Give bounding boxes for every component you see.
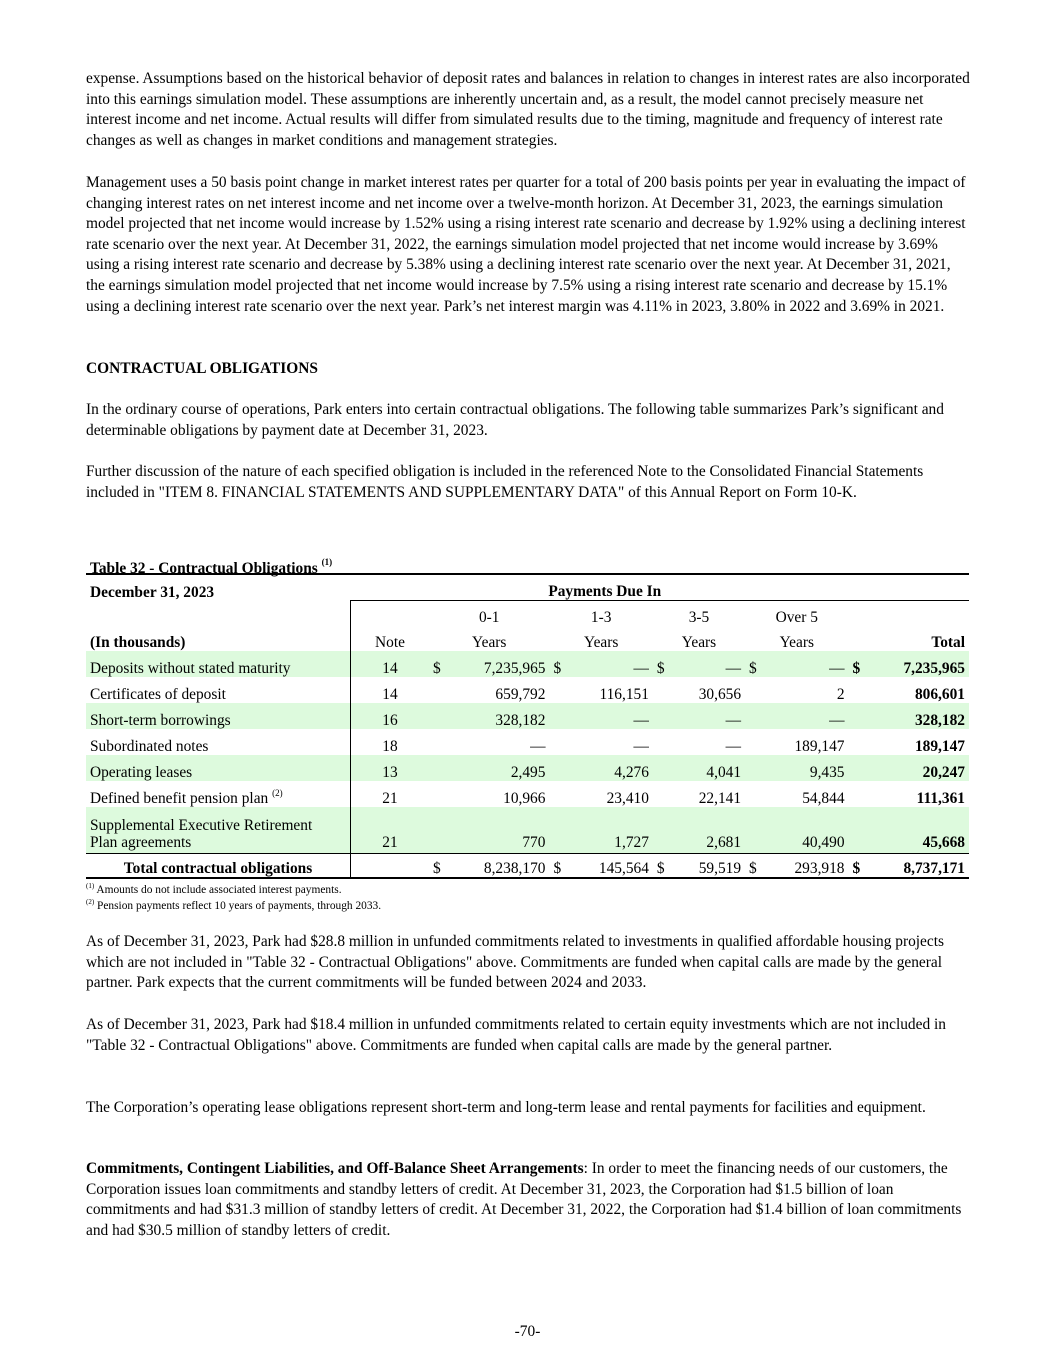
dollar-sign: $ — [653, 854, 671, 879]
dollar-sign: $ — [849, 854, 867, 879]
paragraph-simulation-assumptions: expense. Assumptions based on the historical behavior of deposit rates and balances in relation to changes in interest rates are also incorporated into this earnings simulation model. These assumptions are inherently uncertain and, as a result, the model cannot precisely measure net interest income and net income. Actual results will differ from simulated results due to the timing, magnitude and frequency of interest rate changes as well as changes in market conditions and management strategies. — [86, 70, 970, 149]
row-label: Subordinated notes — [86, 729, 351, 755]
table-title-footnote-ref: (1) — [321, 557, 333, 567]
table-row — [86, 807, 969, 854]
dollar-sign: $ — [549, 854, 567, 879]
paragraph-operating-leases: The Corporation’s operating lease obligations represent short-term and long-term lease and rental payments for facilities and equipment. — [86, 1099, 926, 1116]
footnote-1: $^{(1)}$ Amounts do not include associated interest payments. — [86, 882, 342, 896]
row-note: 21 — [351, 807, 430, 854]
section-heading: CONTRACTUAL OBLIGATIONS — [86, 360, 318, 377]
footnote-ref: (2) — [272, 788, 283, 798]
col-over-5-header: Over 5 — [775, 609, 818, 626]
cell-0-1-years: — — [530, 738, 546, 755]
row-label: Certificates of deposit — [86, 677, 351, 703]
table-header-row-3 — [86, 626, 969, 651]
dollar-sign: $ — [849, 651, 867, 677]
cell-total: 7,235,965 — [867, 651, 969, 677]
cell-0-1-years: 770 — [447, 807, 549, 854]
cell-total: 111,361 — [916, 790, 965, 807]
dollar-sign: $ — [745, 854, 763, 879]
dollar-sign: $ — [429, 854, 447, 879]
table-row — [86, 755, 969, 781]
cell-3-5-years: 30,656 — [698, 686, 742, 703]
cell-0-1-years: 2,495 — [447, 755, 549, 781]
cell-over-5-years: — — [763, 651, 848, 677]
row-label: Short-term borrowings — [86, 703, 351, 729]
dollar-sign: $ — [653, 651, 671, 677]
contractual-obligations-table — [86, 573, 969, 879]
cell-3-5-years: 22,141 — [698, 790, 742, 807]
table-row — [86, 651, 969, 677]
cell-over-5-years: 2 — [836, 686, 845, 703]
cell-0-1-years: 7,235,965 — [447, 651, 549, 677]
total-row-label: Total contractual obligations — [86, 854, 351, 879]
row-label: Operating leases — [86, 755, 351, 781]
units-label: (In thousands) — [86, 626, 351, 651]
cell-over-5-years: 54,844 — [802, 790, 845, 807]
table-header-row-2 — [86, 601, 969, 627]
table-row — [86, 781, 969, 807]
total-1-3-years: 145,564 — [567, 854, 652, 879]
table-row — [86, 729, 969, 755]
cell-total: 189,147 — [914, 738, 965, 755]
row-note: 16 — [351, 703, 430, 729]
total-3-5-years: 59,519 — [671, 854, 745, 879]
cell-total: 45,668 — [867, 807, 969, 854]
cell-3-5-years: 4,041 — [671, 755, 745, 781]
total-header: Total — [931, 634, 965, 651]
col-1-3-header: 1-3 — [590, 609, 612, 626]
years-label: Years — [779, 634, 814, 651]
total-row — [86, 854, 969, 879]
dollar-sign: $ — [429, 651, 447, 677]
cell-1-3-years: 4,276 — [567, 755, 652, 781]
cell-total: 328,182 — [867, 703, 969, 729]
cell-1-3-years: — — [567, 703, 652, 729]
cell-0-1-years: 328,182 — [447, 703, 549, 729]
cell-0-1-years: 10,966 — [503, 790, 546, 807]
row-label: Deposits without stated maturity — [86, 651, 351, 677]
row-label: Supplemental Executive Retirement Plan agreements — [86, 807, 351, 854]
payments-due-header: Payments Due In — [429, 574, 867, 601]
cell-over-5-years: 189,147 — [794, 738, 845, 755]
years-label: Years — [584, 634, 619, 651]
paragraph-housing-commitments: As of December 31, 2023, Park had $28.8 million in unfunded commitments related to investments in qualified affordable housing projects which are not included in "Table 32 - Contractual Obligations" above. Commitments are funded when capital calls are made by the general partner. Park expects that the current commitments will be funded between 2024 and 2033. — [86, 933, 944, 992]
note-header: Note — [375, 634, 405, 651]
cell-total: 806,601 — [914, 686, 965, 703]
years-label: Years — [681, 634, 717, 651]
cell-1-3-years: 116,151 — [599, 686, 649, 703]
paragraph-equity-commitments: As of December 31, 2023, Park had $18.4 million in unfunded commitments related to certain equity investments which are not included in "Table 32 - Contractual Obligations" above. Commitments are funded when capital calls are made by the general partner. — [86, 1016, 946, 1054]
table-header-row-1 — [86, 574, 969, 601]
col-0-1-header: 0-1 — [478, 609, 500, 626]
cell-0-1-years: 659,792 — [495, 686, 546, 703]
cell-over-5-years: 9,435 — [763, 755, 848, 781]
row-note: 13 — [351, 755, 430, 781]
total-0-1-years: 8,238,170 — [447, 854, 549, 879]
col-3-5-header: 3-5 — [688, 609, 710, 626]
date-label: December 31, 2023 — [86, 574, 351, 601]
cell-3-5-years: — — [671, 703, 745, 729]
table-title: Table 32 - Contractual Obligations $^{(1)}$ — [90, 557, 333, 577]
row-note: 18 — [382, 738, 398, 755]
paragraph-obligations-intro: In the ordinary course of operations, Park enters into certain contractual obligations. The following table summarizes Park’s significant and determinable obligations by payment date at December 31, 2023. — [86, 401, 944, 439]
cell-1-3-years: — — [633, 738, 649, 755]
dollar-sign: $ — [745, 651, 763, 677]
table-row — [86, 677, 969, 703]
cell-3-5-years: 2,681 — [671, 807, 745, 854]
cell-3-5-years: — — [725, 738, 742, 755]
footnote-2: $^{(2)}$ Pension payments reflect 10 years of payments, through 2033. — [86, 898, 382, 912]
years-label: Years — [472, 634, 507, 651]
grand-total: 8,737,171 — [867, 854, 969, 879]
cell-over-5-years: 40,490 — [763, 807, 848, 854]
cell-3-5-years: — — [671, 651, 745, 677]
row-note: 21 — [382, 790, 398, 807]
total-over-5-years: 293,918 — [763, 854, 848, 879]
cell-1-3-years: 23,410 — [606, 790, 649, 807]
paragraph-commitments: Commitments, Contingent Liabilities, and Off-Balance Sheet Arrangements: In order to meet the financing needs of our customers, the Corporation issues loan commitments and standby letters of credit. At December 31, 2023, the Corporation had $1.5 billion of loan commitments and had $31.3 million of standby letters of credit. At December 31, 2022, the Corporation had $1.4 billion of loan commitments and had $30.5 million of standby letters of credit. — [86, 1160, 962, 1239]
row-label: Defined benefit pension plan $^{(2)}$ — [86, 781, 351, 807]
paragraph-simulation-results: Management uses a 50 basis point change in market interest rates per quarter for a total of 200 basis points per year in evaluating the impact of changing interest rates on net interest income and net income over a twelve-month horizon. At December 31, 2023, the earnings simulation model projected that net income would increase by 1.52% using a rising interest rate scenario and decrease by 1.92% using a declining interest rate scenario over the next year. At December 31, 2022, the earnings simulation model projected that net income would increase by 3.69% using a rising interest rate scenario and decrease by 5.38% using a declining interest rate scenario over the next year. At December 31, 2021, the earnings simulation model projected that net income would increase by 7.5% using a rising interest rate scenario and decrease by 15.1% using a declining interest rate scenario over the next year. Park’s net interest margin was 4.11% in 2023, 3.80% in 2022 and 3.69% in 2021. — [86, 174, 966, 315]
paragraph-further-discussion: Further discussion of the nature of each specified obligation is included in the referenced Note to the Consolidated Financial Statements included in "ITEM 8. FINANCIAL STATEMENTS AND SUPPLEMENTARY DATA" of this Annual Report on Form 10-K. — [86, 463, 924, 501]
table-row — [86, 703, 969, 729]
cell-1-3-years: — — [567, 651, 652, 677]
row-note: 14 — [382, 686, 398, 703]
row-note: 14 — [351, 651, 430, 677]
page-number: -70- — [514, 1323, 541, 1340]
cell-over-5-years: — — [763, 703, 848, 729]
cell-1-3-years: 1,727 — [567, 807, 652, 854]
cell-total: 20,247 — [867, 755, 969, 781]
dollar-sign: $ — [549, 651, 567, 677]
